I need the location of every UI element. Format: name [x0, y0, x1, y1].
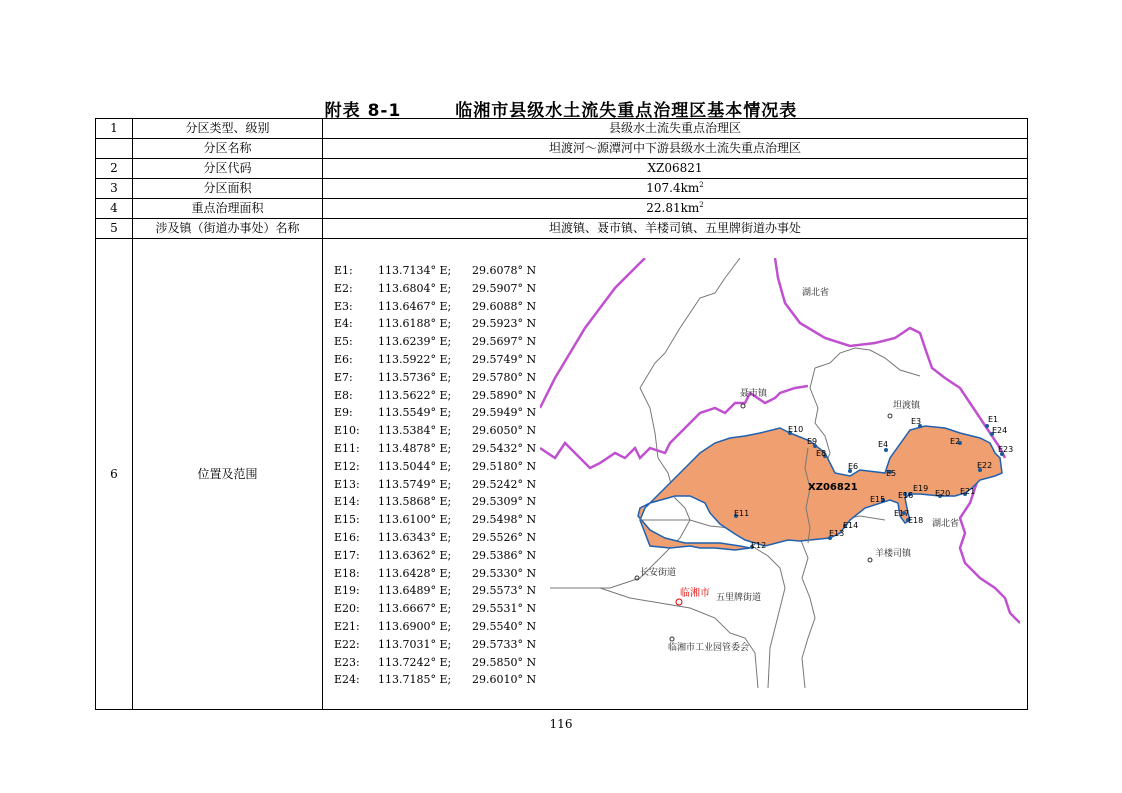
coordinate-longitude: 113.6362° E;: [378, 548, 452, 562]
coordinate-id: E13:: [334, 477, 360, 491]
coordinate-id: E1:: [334, 264, 353, 277]
coordinate-latitude: 29.5526° N: [472, 530, 537, 544]
coordinate-longitude: 113.6489° E;: [378, 584, 452, 598]
point-label: E23: [998, 445, 1014, 454]
point-label: E14: [843, 521, 859, 530]
coordinate-longitude: 113.7031° E;: [378, 637, 452, 651]
coordinate-row: [334, 671, 536, 689]
point-marker-e1: [985, 424, 989, 428]
coordinate-row: [334, 262, 536, 280]
location-map: [540, 258, 1020, 688]
coordinate-id: E10:: [334, 424, 360, 438]
coordinate-longitude: 113.6900° E;: [378, 619, 452, 633]
town-label-nieshi: 聂市镇: [740, 389, 768, 399]
coordinate-longitude: 113.5749° E;: [378, 477, 452, 491]
coordinate-latitude: 29.5242° N: [472, 477, 537, 491]
point-label: E20: [935, 489, 951, 498]
county-border-line: [640, 258, 740, 388]
coordinate-latitude: 29.5540° N: [472, 619, 537, 633]
coordinate-latitude: 29.5573° N: [472, 584, 537, 598]
point-label: E24: [992, 426, 1008, 435]
point-label: E22: [977, 461, 993, 470]
coordinate-longitude: 113.6343° E;: [378, 530, 452, 544]
coordinate-row: [334, 600, 536, 618]
coordinate-row: [334, 280, 536, 298]
row-label: 位置及范围: [133, 239, 323, 710]
county-border-line: [815, 348, 920, 376]
coordinate-longitude: 113.5736° E;: [378, 370, 452, 384]
point-label: E8: [816, 449, 827, 458]
row-value: [323, 199, 1028, 219]
province-label: 湖北省: [802, 288, 830, 298]
coordinate-latitude: 29.5180° N: [472, 459, 537, 473]
coordinate-list: [334, 262, 536, 689]
coordinate-longitude: 113.6239° E;: [378, 335, 452, 349]
coordinate-id: E20:: [334, 602, 360, 616]
row-value: 坦渡河～源潭河中下游县级水土流失重点治理区: [323, 139, 1028, 159]
coordinate-row: [334, 529, 536, 547]
row-label: 涉及镇（街道办事处）名称: [133, 219, 323, 239]
coordinate-row: [334, 404, 536, 422]
coordinate-row: [334, 333, 536, 351]
coordinate-latitude: 29.5907° N: [472, 281, 537, 295]
coordinate-row: [334, 351, 536, 369]
row-value: XZ06821: [323, 159, 1028, 179]
province-border-line: [540, 258, 645, 408]
coordinate-longitude: 113.6667° E;: [378, 602, 452, 616]
town-label-yanglousi: 羊楼司镇: [875, 549, 912, 559]
coordinate-longitude: 113.6804° E;: [378, 281, 452, 295]
point-label: E9: [807, 437, 818, 446]
coordinate-latitude: 29.5498° N: [472, 513, 537, 527]
row-number: 3: [96, 179, 133, 199]
town-marker: [670, 637, 674, 641]
coordinate-latitude: 29.5386° N: [472, 548, 537, 562]
province-label: 湖北省: [932, 519, 960, 529]
coordinate-longitude: 113.5384° E;: [378, 424, 452, 438]
coordinate-row: [334, 493, 536, 511]
coordinate-latitude: 29.5309° N: [472, 495, 537, 509]
table-row: [96, 219, 1028, 239]
coordinate-id: E14:: [334, 495, 360, 509]
coordinate-row: [334, 636, 536, 654]
industrial-label: 临湘市工业园管委会: [668, 643, 750, 653]
point-label: E5: [886, 469, 897, 478]
coordinate-latitude: 29.5780° N: [472, 370, 537, 384]
area-value: 22.81km: [646, 201, 700, 215]
row-number: 4: [96, 199, 133, 219]
coordinate-id: E15:: [334, 513, 360, 527]
row-number: [96, 139, 133, 159]
point-label: E21: [960, 487, 976, 496]
coordinate-id: E22:: [334, 637, 360, 651]
point-label: E16: [898, 491, 914, 500]
coordinate-row: [334, 298, 536, 316]
county-border-line: [755, 548, 785, 688]
row-label: 分区类型、级别: [133, 119, 323, 139]
point-label: E10: [788, 425, 804, 434]
coordinate-longitude: 113.6188° E;: [378, 317, 452, 331]
coordinate-latitude: 29.5697° N: [472, 335, 537, 349]
page-title: 附表 8-1 临湘市县级水土流失重点治理区基本情况表: [324, 101, 798, 121]
coordinate-row: [334, 387, 536, 405]
coordinate-id: E4:: [334, 317, 353, 331]
point-label: E15: [870, 495, 886, 504]
coordinate-id: E21:: [334, 619, 360, 633]
street-label-wulipai: 五里牌街道: [716, 593, 762, 603]
row-label: 分区面积: [133, 179, 323, 199]
coordinate-id: E2:: [334, 281, 353, 295]
coordinate-id: E17:: [334, 548, 360, 562]
point-label: E6: [848, 462, 859, 471]
point-label: E17: [894, 509, 910, 518]
point-label: E19: [913, 484, 929, 493]
coordinate-row: [334, 565, 536, 583]
town-marker: [741, 404, 745, 408]
point-label: E12: [751, 541, 767, 550]
coordinate-id: E16:: [334, 530, 360, 544]
coordinate-row: [334, 315, 536, 333]
point-label: E2: [950, 437, 961, 446]
area-value: 107.4km: [646, 181, 700, 195]
coordinate-id: E11:: [334, 441, 360, 455]
point-label: E11: [734, 509, 750, 518]
coordinate-row: [334, 511, 536, 529]
row-number: 1: [96, 119, 133, 139]
row-label: 分区代码: [133, 159, 323, 179]
unit-superscript: 2: [699, 201, 704, 209]
row-value: 坦渡镇、聂市镇、羊楼司镇、五里牌街道办事处: [323, 219, 1028, 239]
unit-superscript: 2: [699, 181, 704, 189]
row-label: 重点治理面积: [133, 199, 323, 219]
point-label: E3: [911, 417, 922, 426]
coordinate-latitude: 29.5432° N: [472, 441, 537, 455]
coordinate-row: [334, 422, 536, 440]
county-border-line: [785, 524, 815, 688]
coordinate-row: [334, 369, 536, 387]
coordinate-longitude: 113.6100° E;: [378, 513, 452, 527]
coordinate-latitude: 29.5923° N: [472, 317, 537, 331]
city-marker: [676, 599, 682, 605]
coordinate-latitude: 29.6088° N: [472, 299, 537, 313]
point-label: E4: [878, 440, 889, 449]
town-label-tandu: 坦渡镇: [893, 401, 921, 411]
row-number: 6: [96, 239, 133, 710]
coordinate-id: E24:: [334, 673, 360, 687]
coordinate-id: E6:: [334, 352, 353, 366]
coordinate-latitude: 29.5531° N: [472, 602, 537, 616]
coordinate-latitude: 29.6050° N: [472, 424, 537, 438]
coordinate-id: E18:: [334, 566, 360, 580]
coordinate-id: E7:: [334, 370, 353, 384]
point-label: E18: [908, 516, 924, 525]
table-row: [96, 139, 1028, 159]
point-label: E13: [829, 529, 845, 538]
coordinate-row: [334, 476, 536, 494]
coordinate-row: [334, 458, 536, 476]
coordinate-longitude: 113.4878° E;: [378, 441, 452, 455]
coordinate-row: [334, 618, 536, 636]
coordinate-row: [334, 547, 536, 565]
coordinate-id: E23:: [334, 655, 360, 669]
coordinate-longitude: 113.6428° E;: [378, 566, 452, 580]
coordinate-id: E8:: [334, 388, 353, 402]
row-number: 5: [96, 219, 133, 239]
row-number: 2: [96, 159, 133, 179]
town-marker: [868, 558, 872, 562]
coordinate-longitude: 113.7242° E;: [378, 655, 452, 669]
coordinate-longitude: 113.5622° E;: [378, 388, 452, 402]
coordinate-longitude: 113.7185° E;: [378, 673, 452, 687]
coordinate-id: E19:: [334, 584, 360, 598]
row-value: 县级水土流失重点治理区: [323, 119, 1028, 139]
coordinate-id: E3:: [334, 299, 353, 313]
street-label-changan: 长安街道: [640, 568, 677, 578]
table-row: [96, 119, 1028, 139]
row-value: [323, 179, 1028, 199]
coordinate-longitude: 113.6467° E;: [378, 299, 452, 313]
coordinate-latitude: 29.5330° N: [472, 566, 537, 580]
coordinate-longitude: 113.5044° E;: [378, 459, 452, 473]
coordinate-latitude: 29.5890° N: [472, 388, 537, 402]
coordinate-row: [334, 440, 536, 458]
table-row: [96, 159, 1028, 179]
table-row: [96, 179, 1028, 199]
county-border-line: [600, 588, 758, 688]
table-row: [96, 199, 1028, 219]
coordinate-longitude: 113.7134° E;: [378, 264, 452, 277]
coordinate-latitude: 29.5749° N: [472, 352, 537, 366]
coordinate-longitude: 113.5868° E;: [378, 495, 452, 509]
coordinate-latitude: 29.5850° N: [472, 655, 537, 669]
coordinate-longitude: 113.5922° E;: [378, 352, 452, 366]
coordinate-longitude: 113.5549° E;: [378, 406, 452, 420]
row-label: 分区名称: [133, 139, 323, 159]
coordinate-latitude: 29.5733° N: [472, 637, 537, 651]
coordinate-latitude: 29.5949° N: [472, 406, 537, 420]
point-label: E1: [988, 415, 999, 424]
coordinate-row: [334, 654, 536, 672]
town-marker: [888, 414, 892, 418]
coordinate-latitude: 29.6078° N: [472, 264, 537, 277]
coordinate-row: [334, 582, 536, 600]
page-number: 116: [549, 717, 573, 731]
zone-code-label: XZ06821: [808, 482, 858, 493]
coordinate-id: E5:: [334, 335, 353, 349]
coordinate-id: E9:: [334, 406, 353, 420]
coordinate-latitude: 29.6010° N: [472, 673, 537, 687]
city-label: 临湘市: [680, 588, 710, 599]
coordinate-id: E12:: [334, 459, 360, 473]
